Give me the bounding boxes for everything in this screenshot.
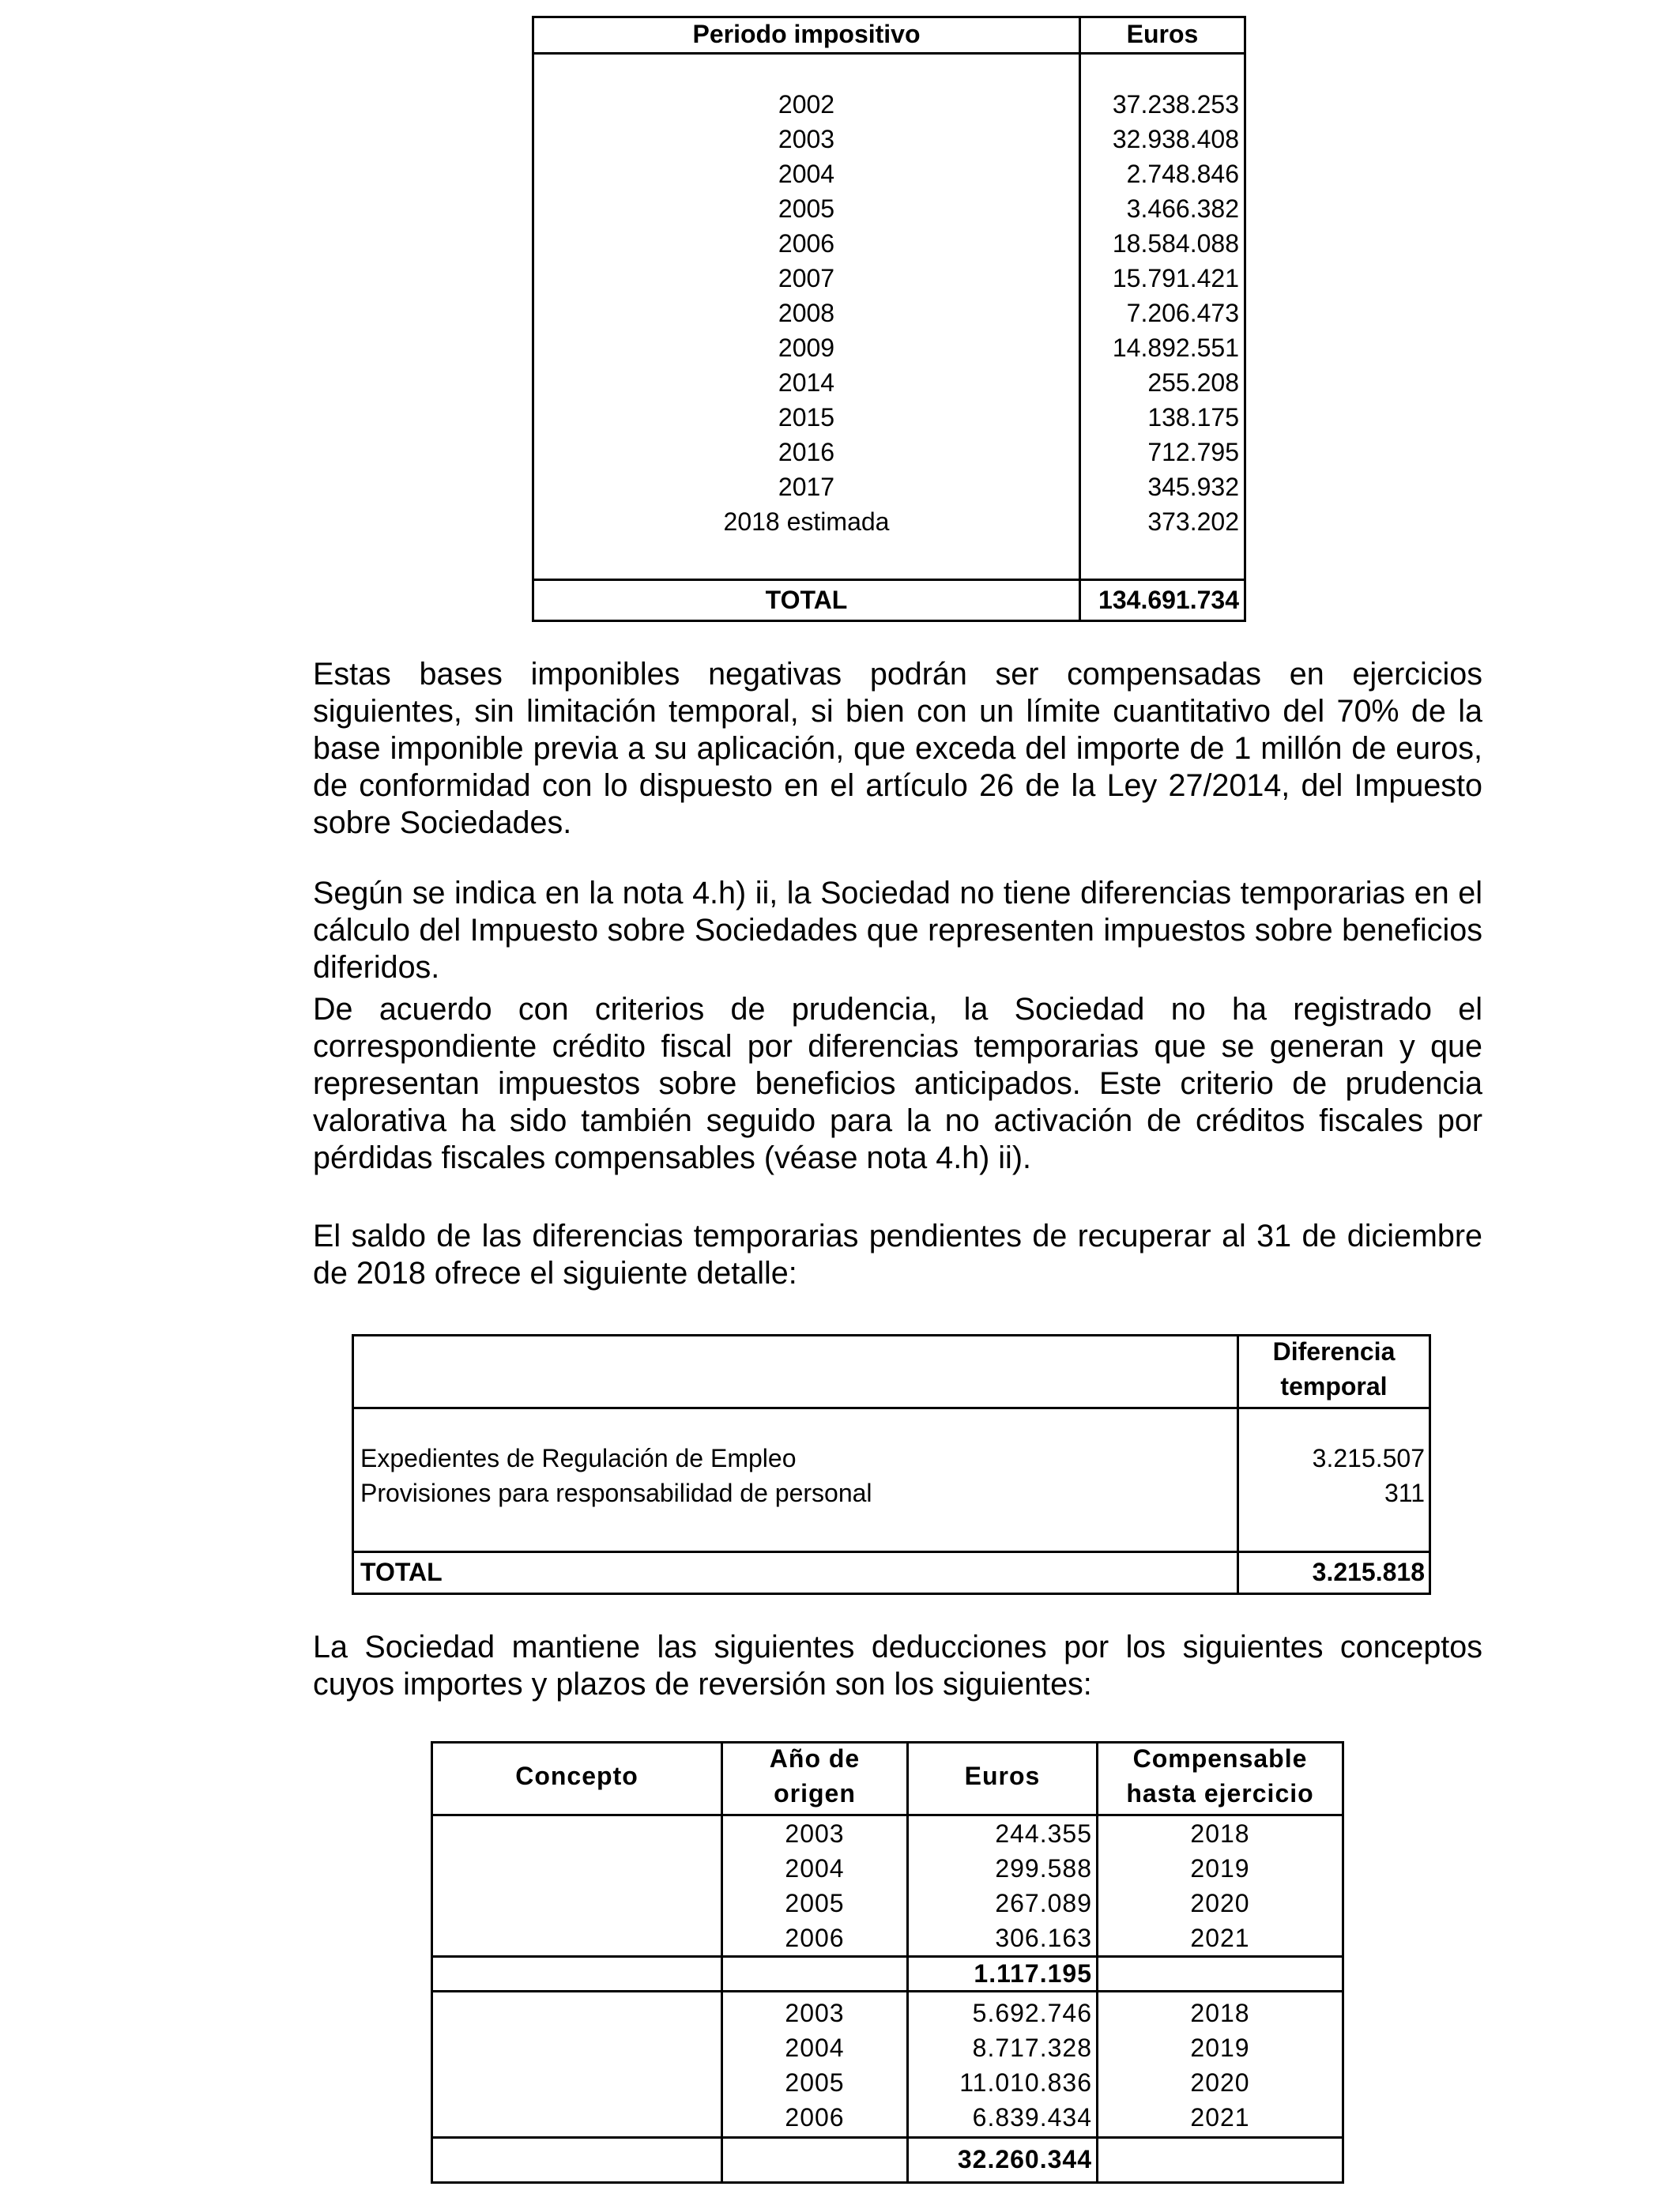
subtotal-divider-bottom	[431, 1990, 1344, 1992]
total-value: 3.215.818	[1312, 1558, 1425, 1586]
header-ano-de: Año de	[769, 1744, 861, 1773]
total-value: 134.691.734	[1098, 586, 1239, 614]
header-euros: Euros	[1126, 20, 1199, 48]
paragraph-prudence: De acuerdo con criterios de prudencia, la Sociedad no ha registrado el correspondiente crédito fiscal por diferencias temporarias que se generan y que representan impuestos sobre beneficios anticipados. Este criterio de prudencia valorativa ha sido también seguido para la no activación de créditos fiscales por pérdidas fiscales compensables (véase nota 4.h) ii).	[313, 992, 1482, 1175]
header-divider	[352, 1407, 1431, 1409]
header-concepto: Concepto	[515, 1762, 638, 1790]
subtotal-value: 32.260.344	[957, 2145, 1092, 2173]
header-compensable: Compensable	[1132, 1744, 1308, 1773]
total-divider	[352, 1551, 1431, 1553]
header-periodo-impositivo: Periodo impositivo	[692, 20, 921, 48]
subtotal-divider-top	[431, 1955, 1344, 1958]
total-label: TOTAL	[765, 586, 848, 614]
subtotal-divider-top	[431, 2136, 1344, 2139]
subtotal-value: 1.117.195	[974, 1959, 1092, 1988]
header-euros: Euros	[964, 1762, 1041, 1790]
header-hasta-ejercicio: hasta ejercicio	[1126, 1779, 1314, 1808]
header-temporal: temporal	[1280, 1372, 1388, 1400]
total-divider	[532, 579, 1246, 581]
header-divider	[532, 52, 1246, 55]
header-diferencia: Diferencia	[1272, 1337, 1396, 1366]
total-label: TOTAL	[360, 1558, 443, 1586]
paragraph-balance: El saldo de las diferencias temporarias pendientes de recuperar al 31 de diciembre de 2018 ofrece el siguiente detalle:	[313, 1219, 1482, 1291]
paragraph-deductions: La Sociedad mantiene las siguientes deducciones por los siguientes conceptos cuyos importes y plazos de reversión son los siguientes:	[313, 1630, 1482, 1702]
paragraph-compensation: Estas bases imponibles negativas podrán ser compensadas en ejercicios siguientes, sin limitación temporal, si bien con un límite cuantitativo del 70% de la base imponible previa a su aplicación, que exceda del importe de 1 millón de euros, de conformidad con lo dispuesto en el artículo 26 de la Ley 27/2014, del Impuesto sobre Sociedades.	[313, 657, 1482, 840]
paragraph-temporary-differences: Según se indica en la nota 4.h) ii, la Sociedad no tiene diferencias temporarias en el cálculo del Impuesto sobre Sociedades que representen impuestos sobre beneficios diferidos.	[313, 876, 1482, 985]
header-origen: origen	[774, 1779, 856, 1808]
